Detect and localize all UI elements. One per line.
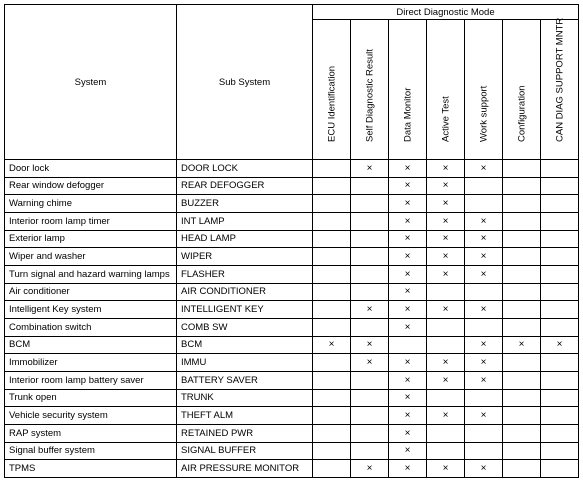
empty-cell: [503, 318, 541, 336]
system-cell: Signal buffer system: [5, 442, 177, 460]
support-mark-cell: ×: [389, 318, 427, 336]
support-mark-cell: ×: [389, 265, 427, 283]
empty-cell: [503, 195, 541, 213]
system-cell: Vehicle security system: [5, 407, 177, 425]
empty-cell: [541, 283, 579, 301]
system-cell: Exterior lamp: [5, 230, 177, 248]
empty-cell: [503, 265, 541, 283]
empty-cell: [503, 371, 541, 389]
support-mark-cell: ×: [351, 460, 389, 478]
empty-cell: [351, 177, 389, 195]
table-row: [5, 195, 579, 213]
support-mark-cell: ×: [389, 301, 427, 319]
column-header-7: [541, 17, 579, 160]
support-mark-cell: ×: [389, 424, 427, 442]
system-cell: Interior room lamp battery saver: [5, 371, 177, 389]
empty-cell: [541, 160, 579, 178]
empty-cell: [313, 195, 351, 213]
empty-cell: [503, 160, 541, 178]
support-mark-cell: ×: [427, 230, 465, 248]
support-mark-cell: ×: [351, 160, 389, 178]
table-row: [5, 407, 579, 425]
column-header-1: [313, 20, 351, 160]
support-mark-cell: ×: [465, 160, 503, 178]
support-mark-cell: ×: [427, 212, 465, 230]
support-mark-cell: ×: [465, 354, 503, 372]
empty-cell: [541, 407, 579, 425]
empty-cell: [503, 354, 541, 372]
empty-cell: [541, 212, 579, 230]
support-mark-cell: ×: [465, 407, 503, 425]
empty-cell: [541, 265, 579, 283]
empty-cell: [503, 460, 541, 478]
column-header-6: [503, 20, 541, 160]
empty-cell: [541, 424, 579, 442]
empty-cell: [313, 212, 351, 230]
table-row: [5, 230, 579, 248]
empty-cell: [313, 230, 351, 248]
support-mark-cell: ×: [389, 389, 427, 407]
system-cell: BCM: [5, 336, 177, 354]
support-mark-cell: ×: [427, 195, 465, 213]
support-mark-cell: ×: [389, 460, 427, 478]
support-mark-cell: ×: [351, 301, 389, 319]
empty-cell: [541, 371, 579, 389]
empty-cell: [389, 336, 427, 354]
support-mark-cell: ×: [389, 160, 427, 178]
sub-system-cell: COMB SW: [177, 318, 313, 336]
empty-cell: [427, 336, 465, 354]
empty-cell: [465, 442, 503, 460]
empty-cell: [541, 195, 579, 213]
empty-cell: [313, 424, 351, 442]
empty-cell: [541, 354, 579, 372]
table-row: [5, 283, 579, 301]
system-cell: Wiper and washer: [5, 248, 177, 266]
sub-system-cell: RETAINED PWR: [177, 424, 313, 442]
direct-diagnostic-mode-header: Direct Diagnostic Mode: [313, 5, 579, 20]
empty-cell: [427, 424, 465, 442]
empty-cell: [351, 407, 389, 425]
support-mark-cell: ×: [465, 212, 503, 230]
support-mark-cell: ×: [389, 230, 427, 248]
support-mark-cell: ×: [427, 265, 465, 283]
empty-cell: [503, 283, 541, 301]
empty-cell: [427, 283, 465, 301]
support-mark-cell: ×: [389, 283, 427, 301]
sub-system-cell: TRUNK: [177, 389, 313, 407]
sub-system-cell: HEAD LAMP: [177, 230, 313, 248]
column-header-label: Configuration: [516, 85, 527, 142]
empty-cell: [313, 442, 351, 460]
support-mark-cell: ×: [389, 407, 427, 425]
table-row: [5, 371, 579, 389]
empty-cell: [313, 407, 351, 425]
system-cell: RAP system: [5, 424, 177, 442]
empty-cell: [465, 195, 503, 213]
support-mark-cell: ×: [389, 442, 427, 460]
support-mark-cell: ×: [465, 460, 503, 478]
table-row: [5, 160, 579, 178]
empty-cell: [541, 389, 579, 407]
system-cell: Door lock: [5, 160, 177, 178]
sub-system-cell: DOOR LOCK: [177, 160, 313, 178]
system-cell: Turn signal and hazard warning lamps: [5, 265, 177, 283]
empty-cell: [313, 389, 351, 407]
empty-cell: [541, 460, 579, 478]
empty-cell: [313, 160, 351, 178]
support-mark-cell: ×: [503, 336, 541, 354]
table-row: [5, 265, 579, 283]
support-mark-cell: ×: [465, 230, 503, 248]
empty-cell: [541, 301, 579, 319]
support-mark-cell: ×: [389, 212, 427, 230]
column-header-label: ECU Identification: [326, 65, 337, 142]
empty-cell: [351, 424, 389, 442]
sub-system-cell: BATTERY SAVER: [177, 371, 313, 389]
empty-cell: [465, 389, 503, 407]
support-mark-cell: ×: [427, 354, 465, 372]
empty-cell: [351, 265, 389, 283]
sub-system-cell: AIR PRESSURE MONITOR: [177, 460, 313, 478]
empty-cell: [351, 318, 389, 336]
support-mark-cell: ×: [427, 301, 465, 319]
table-row: [5, 336, 579, 354]
sub-system-cell: FLASHER: [177, 265, 313, 283]
support-mark-cell: ×: [427, 460, 465, 478]
empty-cell: [351, 230, 389, 248]
empty-cell: [541, 248, 579, 266]
support-mark-cell: ×: [313, 336, 351, 354]
support-mark-cell: ×: [427, 177, 465, 195]
system-cell: TPMS: [5, 460, 177, 478]
column-header-4: [427, 20, 465, 160]
table-row: [5, 212, 579, 230]
sub-system-header: Sub System: [177, 5, 313, 160]
empty-cell: [503, 424, 541, 442]
sub-system-cell: REAR DEFOGGER: [177, 177, 313, 195]
sub-system-cell: THEFT ALM: [177, 407, 313, 425]
column-header-label: Active Test: [440, 96, 451, 142]
empty-cell: [541, 442, 579, 460]
sub-system-cell: INTELLIGENT KEY: [177, 301, 313, 319]
empty-cell: [503, 212, 541, 230]
support-mark-cell: ×: [389, 248, 427, 266]
sub-system-cell: AIR CONDITIONER: [177, 283, 313, 301]
system-cell: Warning chime: [5, 195, 177, 213]
support-mark-cell: ×: [465, 265, 503, 283]
empty-cell: [465, 177, 503, 195]
empty-cell: [313, 354, 351, 372]
table-row: [5, 442, 579, 460]
empty-cell: [427, 318, 465, 336]
system-cell: Immobilizer: [5, 354, 177, 372]
table-row: [5, 460, 579, 478]
empty-cell: [351, 283, 389, 301]
table-row: [5, 177, 579, 195]
empty-cell: [465, 318, 503, 336]
system-cell: Interior room lamp timer: [5, 212, 177, 230]
support-mark-cell: ×: [351, 354, 389, 372]
table-row: [5, 318, 579, 336]
table-row: [5, 301, 579, 319]
empty-cell: [541, 318, 579, 336]
support-mark-cell: ×: [427, 371, 465, 389]
column-header-label: CAN DIAG SUPPORT MNTR: [554, 17, 565, 142]
empty-cell: [351, 442, 389, 460]
empty-cell: [313, 283, 351, 301]
table-row: [5, 248, 579, 266]
system-cell: Rear window defogger: [5, 177, 177, 195]
support-mark-cell: ×: [427, 407, 465, 425]
sub-system-cell: INT LAMP: [177, 212, 313, 230]
empty-cell: [503, 177, 541, 195]
sub-system-cell: BCM: [177, 336, 313, 354]
column-header-5: [465, 20, 503, 160]
empty-cell: [503, 442, 541, 460]
support-mark-cell: ×: [427, 160, 465, 178]
system-cell: Combination switch: [5, 318, 177, 336]
support-mark-cell: ×: [541, 336, 579, 354]
empty-cell: [503, 301, 541, 319]
empty-cell: [503, 248, 541, 266]
empty-cell: [313, 371, 351, 389]
support-mark-cell: ×: [465, 371, 503, 389]
empty-cell: [313, 460, 351, 478]
table-row: [5, 424, 579, 442]
support-mark-cell: ×: [465, 248, 503, 266]
system-header: System: [5, 5, 177, 160]
support-mark-cell: ×: [427, 248, 465, 266]
system-cell: Air conditioner: [5, 283, 177, 301]
column-header-2: [351, 20, 389, 160]
empty-cell: [503, 389, 541, 407]
support-mark-cell: ×: [465, 301, 503, 319]
empty-cell: [351, 195, 389, 213]
empty-cell: [351, 389, 389, 407]
empty-cell: [465, 424, 503, 442]
empty-cell: [351, 248, 389, 266]
empty-cell: [541, 177, 579, 195]
sub-system-cell: IMMU: [177, 354, 313, 372]
empty-cell: [313, 301, 351, 319]
empty-cell: [313, 318, 351, 336]
column-header-label: Self Diagnostic Result: [364, 49, 375, 142]
sub-system-cell: SIGNAL BUFFER: [177, 442, 313, 460]
empty-cell: [503, 407, 541, 425]
support-mark-cell: ×: [389, 177, 427, 195]
support-mark-cell: ×: [351, 336, 389, 354]
column-header-3: [389, 20, 427, 160]
empty-cell: [541, 230, 579, 248]
system-cell: Intelligent Key system: [5, 301, 177, 319]
sub-system-cell: BUZZER: [177, 195, 313, 213]
empty-cell: [503, 230, 541, 248]
empty-cell: [427, 442, 465, 460]
system-cell: Trunk open: [5, 389, 177, 407]
support-mark-cell: ×: [389, 354, 427, 372]
diagnostic-mode-table: [4, 4, 579, 478]
empty-cell: [351, 212, 389, 230]
empty-cell: [465, 283, 503, 301]
empty-cell: [351, 371, 389, 389]
support-mark-cell: ×: [465, 336, 503, 354]
empty-cell: [313, 177, 351, 195]
column-header-label: Data Monitor: [402, 87, 413, 142]
empty-cell: [313, 248, 351, 266]
table-row: [5, 389, 579, 407]
support-mark-cell: ×: [389, 371, 427, 389]
column-header-label: Work support: [478, 85, 489, 142]
empty-cell: [313, 265, 351, 283]
table-row: [5, 354, 579, 372]
empty-cell: [427, 389, 465, 407]
support-mark-cell: ×: [389, 195, 427, 213]
sub-system-cell: WIPER: [177, 248, 313, 266]
